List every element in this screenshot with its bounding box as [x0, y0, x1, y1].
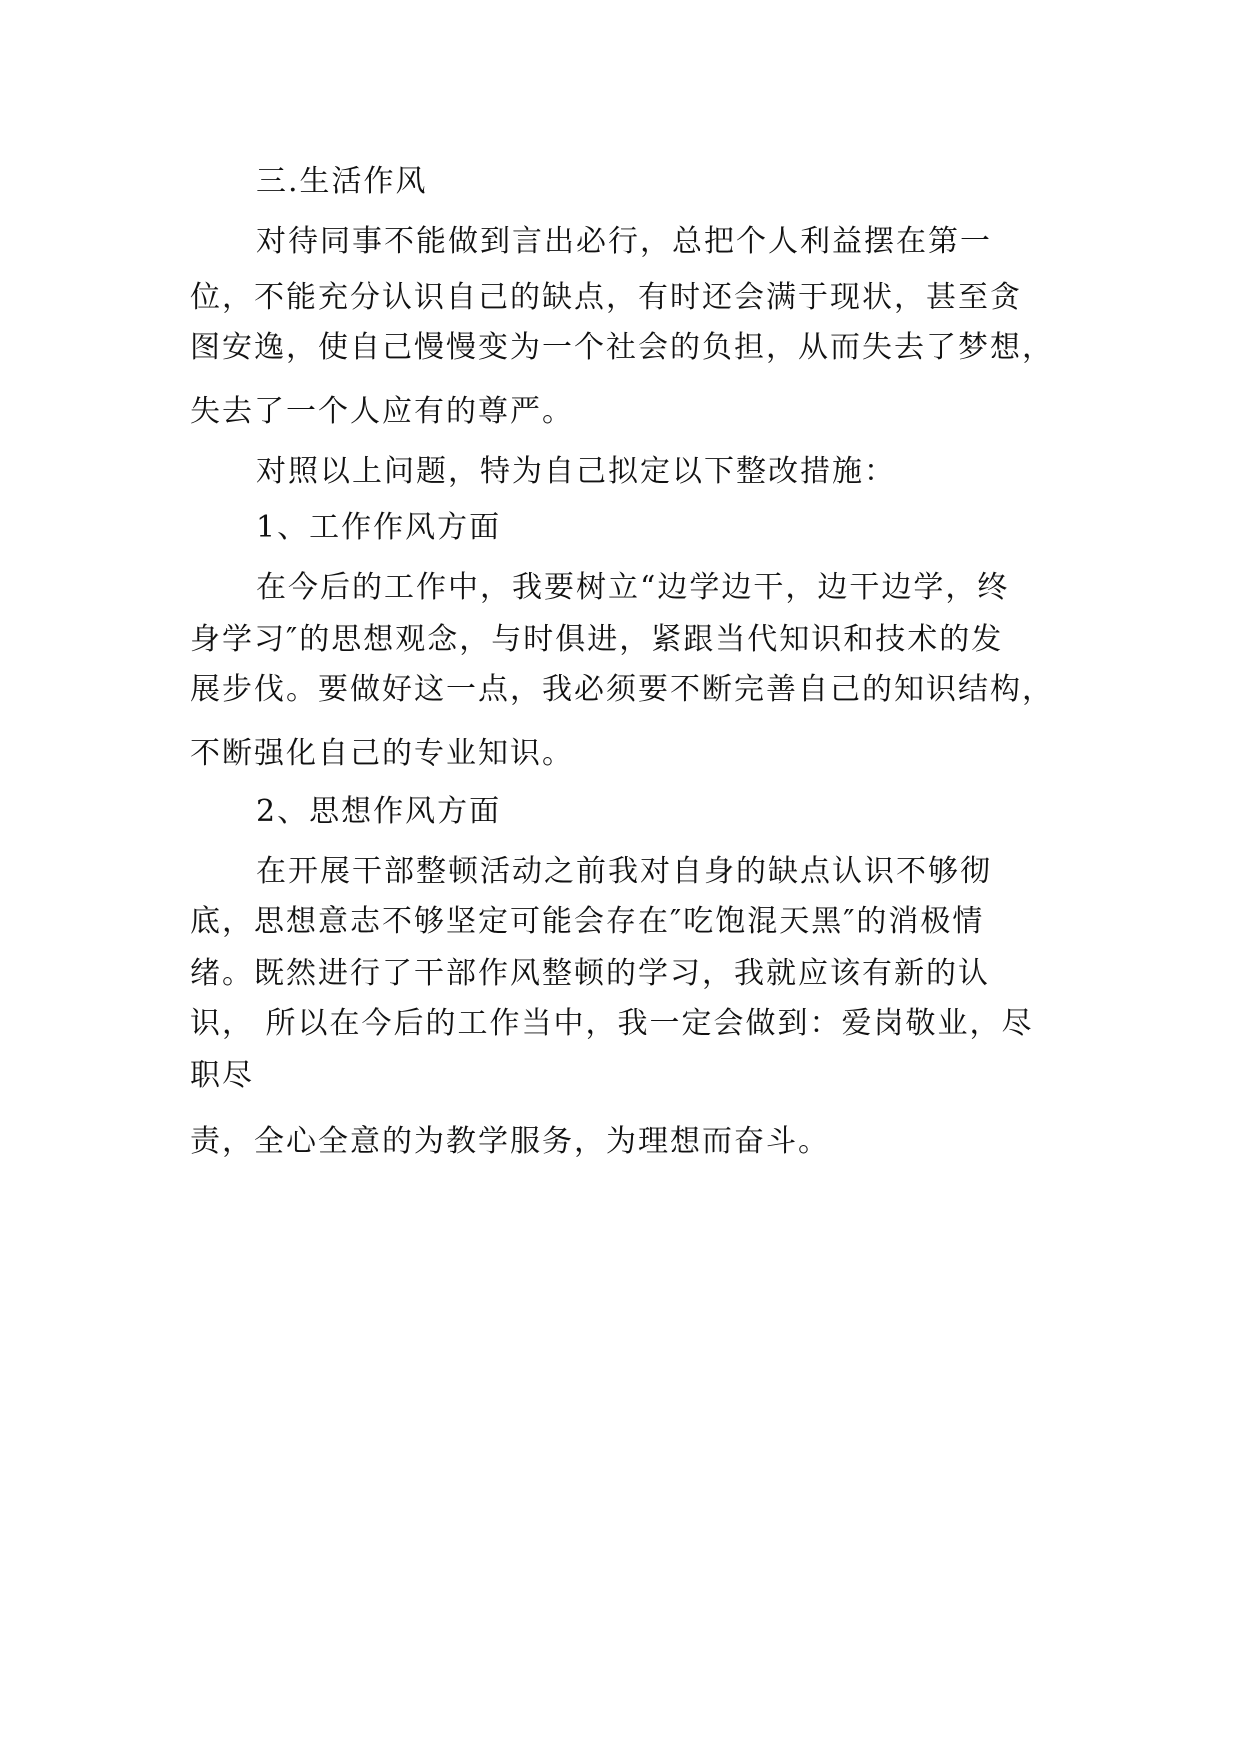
section-heading-thinking-style: 2、思想作风方面: [256, 794, 502, 829]
paragraph-line: 责，全心全意的为教学服务，为理想而奋斗。: [190, 1124, 830, 1159]
paragraph-line: 在开展干部整顿活动之前我对自身的缺点认识不够彻: [256, 854, 992, 889]
paragraph-line: 对待同事不能做到言出必行，总把个人利益摆在第一: [256, 224, 992, 259]
paragraph-line: 对照以上问题，特为自己拟定以下整改措施：: [256, 454, 896, 489]
paragraph-line: 识， 所以在今后的工作当中，我一定会做到：爱岗敬业，尽: [190, 1006, 1034, 1041]
paragraph-line: 绪。既然进行了干部作风整顿的学习，我就应该有新的认: [190, 956, 990, 991]
paragraph-line: 在今后的工作中，我要树立“边学边干，边干边学，终: [256, 570, 1010, 605]
paragraph-line: 职尽: [190, 1058, 254, 1093]
paragraph-line: 失去了一个人应有的尊严。: [190, 394, 574, 429]
paragraph-line: 图安逸，使自己慢慢变为一个社会的负担，从而失去了梦想，: [190, 330, 1054, 365]
paragraph-line: 不断强化自己的专业知识。: [190, 736, 574, 771]
paragraph-line: 展步伐。要做好这一点，我必须要不断完善自己的知识结构，: [190, 672, 1054, 707]
paragraph-line: 位，不能充分认识自己的缺点，有时还会满于现状，甚至贪: [190, 280, 1022, 315]
section-heading-work-style: 1、工作作风方面: [256, 510, 502, 545]
paragraph-line: 底，思想意志不够坚定可能会存在″吃饱混天黑″的消极情: [190, 904, 985, 939]
section-heading-lifestyle: 三.生活作风: [256, 164, 428, 199]
paragraph-line: 身学习″的思想观念，与时俱进，紧跟当代知识和技术的发: [190, 622, 1004, 657]
